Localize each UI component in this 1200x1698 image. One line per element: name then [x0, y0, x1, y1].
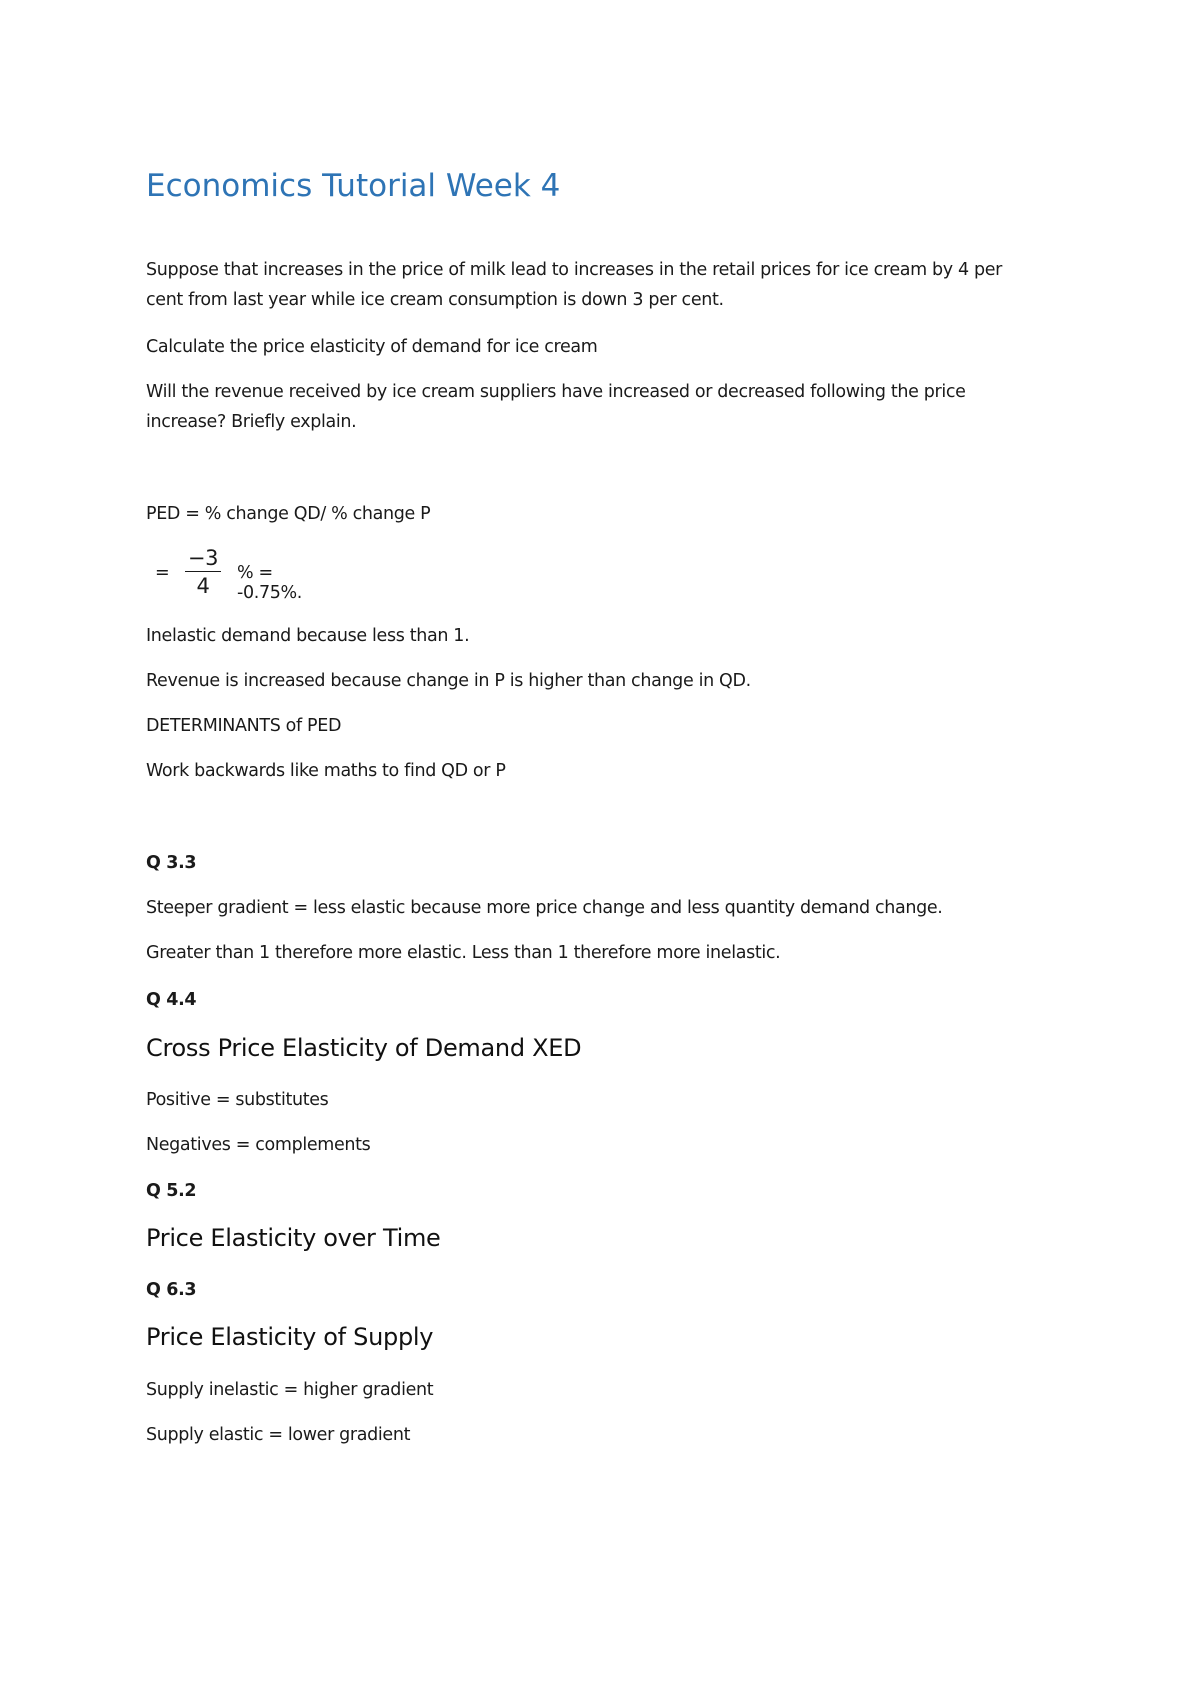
q52-label: Q 5.2: [146, 1181, 197, 1201]
revenue-question-line-2: increase? Briefly explain.: [146, 412, 357, 432]
question-line-2: cent from last year while ice cream consumption is down 3 per cent.: [146, 290, 724, 310]
xed-negatives: Negatives = complements: [146, 1135, 371, 1155]
supply-inelastic: Supply inelastic = higher gradient: [146, 1380, 434, 1400]
q33-line-2: Greater than 1 therefore more elastic. Less than 1 therefore more inelastic.: [146, 943, 781, 963]
equals-sign: =: [155, 563, 170, 583]
determinants-heading: DETERMINANTS of PED: [146, 716, 342, 736]
q33-line-1: Steeper gradient = less elastic because more price change and less quantity demand change.: [146, 898, 943, 918]
xed-heading: Cross Price Elasticity of Demand XED: [146, 1034, 582, 1062]
q63-label: Q 6.3: [146, 1280, 197, 1300]
q33-label: Q 3.3: [146, 853, 197, 873]
supply-heading: Price Elasticity of Supply: [146, 1323, 434, 1351]
fraction: [185, 545, 221, 598]
question-line-1: Suppose that increases in the price of milk lead to increases in the retail prices for ice cream by 4 per: [146, 260, 1003, 280]
document-title: Economics Tutorial Week 4: [146, 168, 561, 204]
fraction-denominator: 4: [196, 574, 210, 598]
ped-result: % = -0.75%.: [237, 563, 303, 603]
fraction-numerator: −3: [185, 545, 221, 572]
calculation-prompt: Calculate the price elasticity of demand for ice cream: [146, 337, 598, 357]
ped-formula: PED = % change QD/ % change P: [146, 504, 431, 524]
revenue-question-line-1: Will the revenue received by ice cream suppliers have increased or decreased following the price: [146, 382, 966, 402]
time-heading: Price Elasticity over Time: [146, 1224, 441, 1252]
work-backwards-note: Work backwards like maths to find QD or P: [146, 761, 506, 781]
supply-elastic: Supply elastic = lower gradient: [146, 1425, 411, 1445]
q44-label: Q 4.4: [146, 990, 197, 1010]
xed-positive: Positive = substitutes: [146, 1090, 329, 1110]
inelastic-note: Inelastic demand because less than 1.: [146, 626, 470, 646]
revenue-note: Revenue is increased because change in P is higher than change in QD.: [146, 671, 751, 691]
